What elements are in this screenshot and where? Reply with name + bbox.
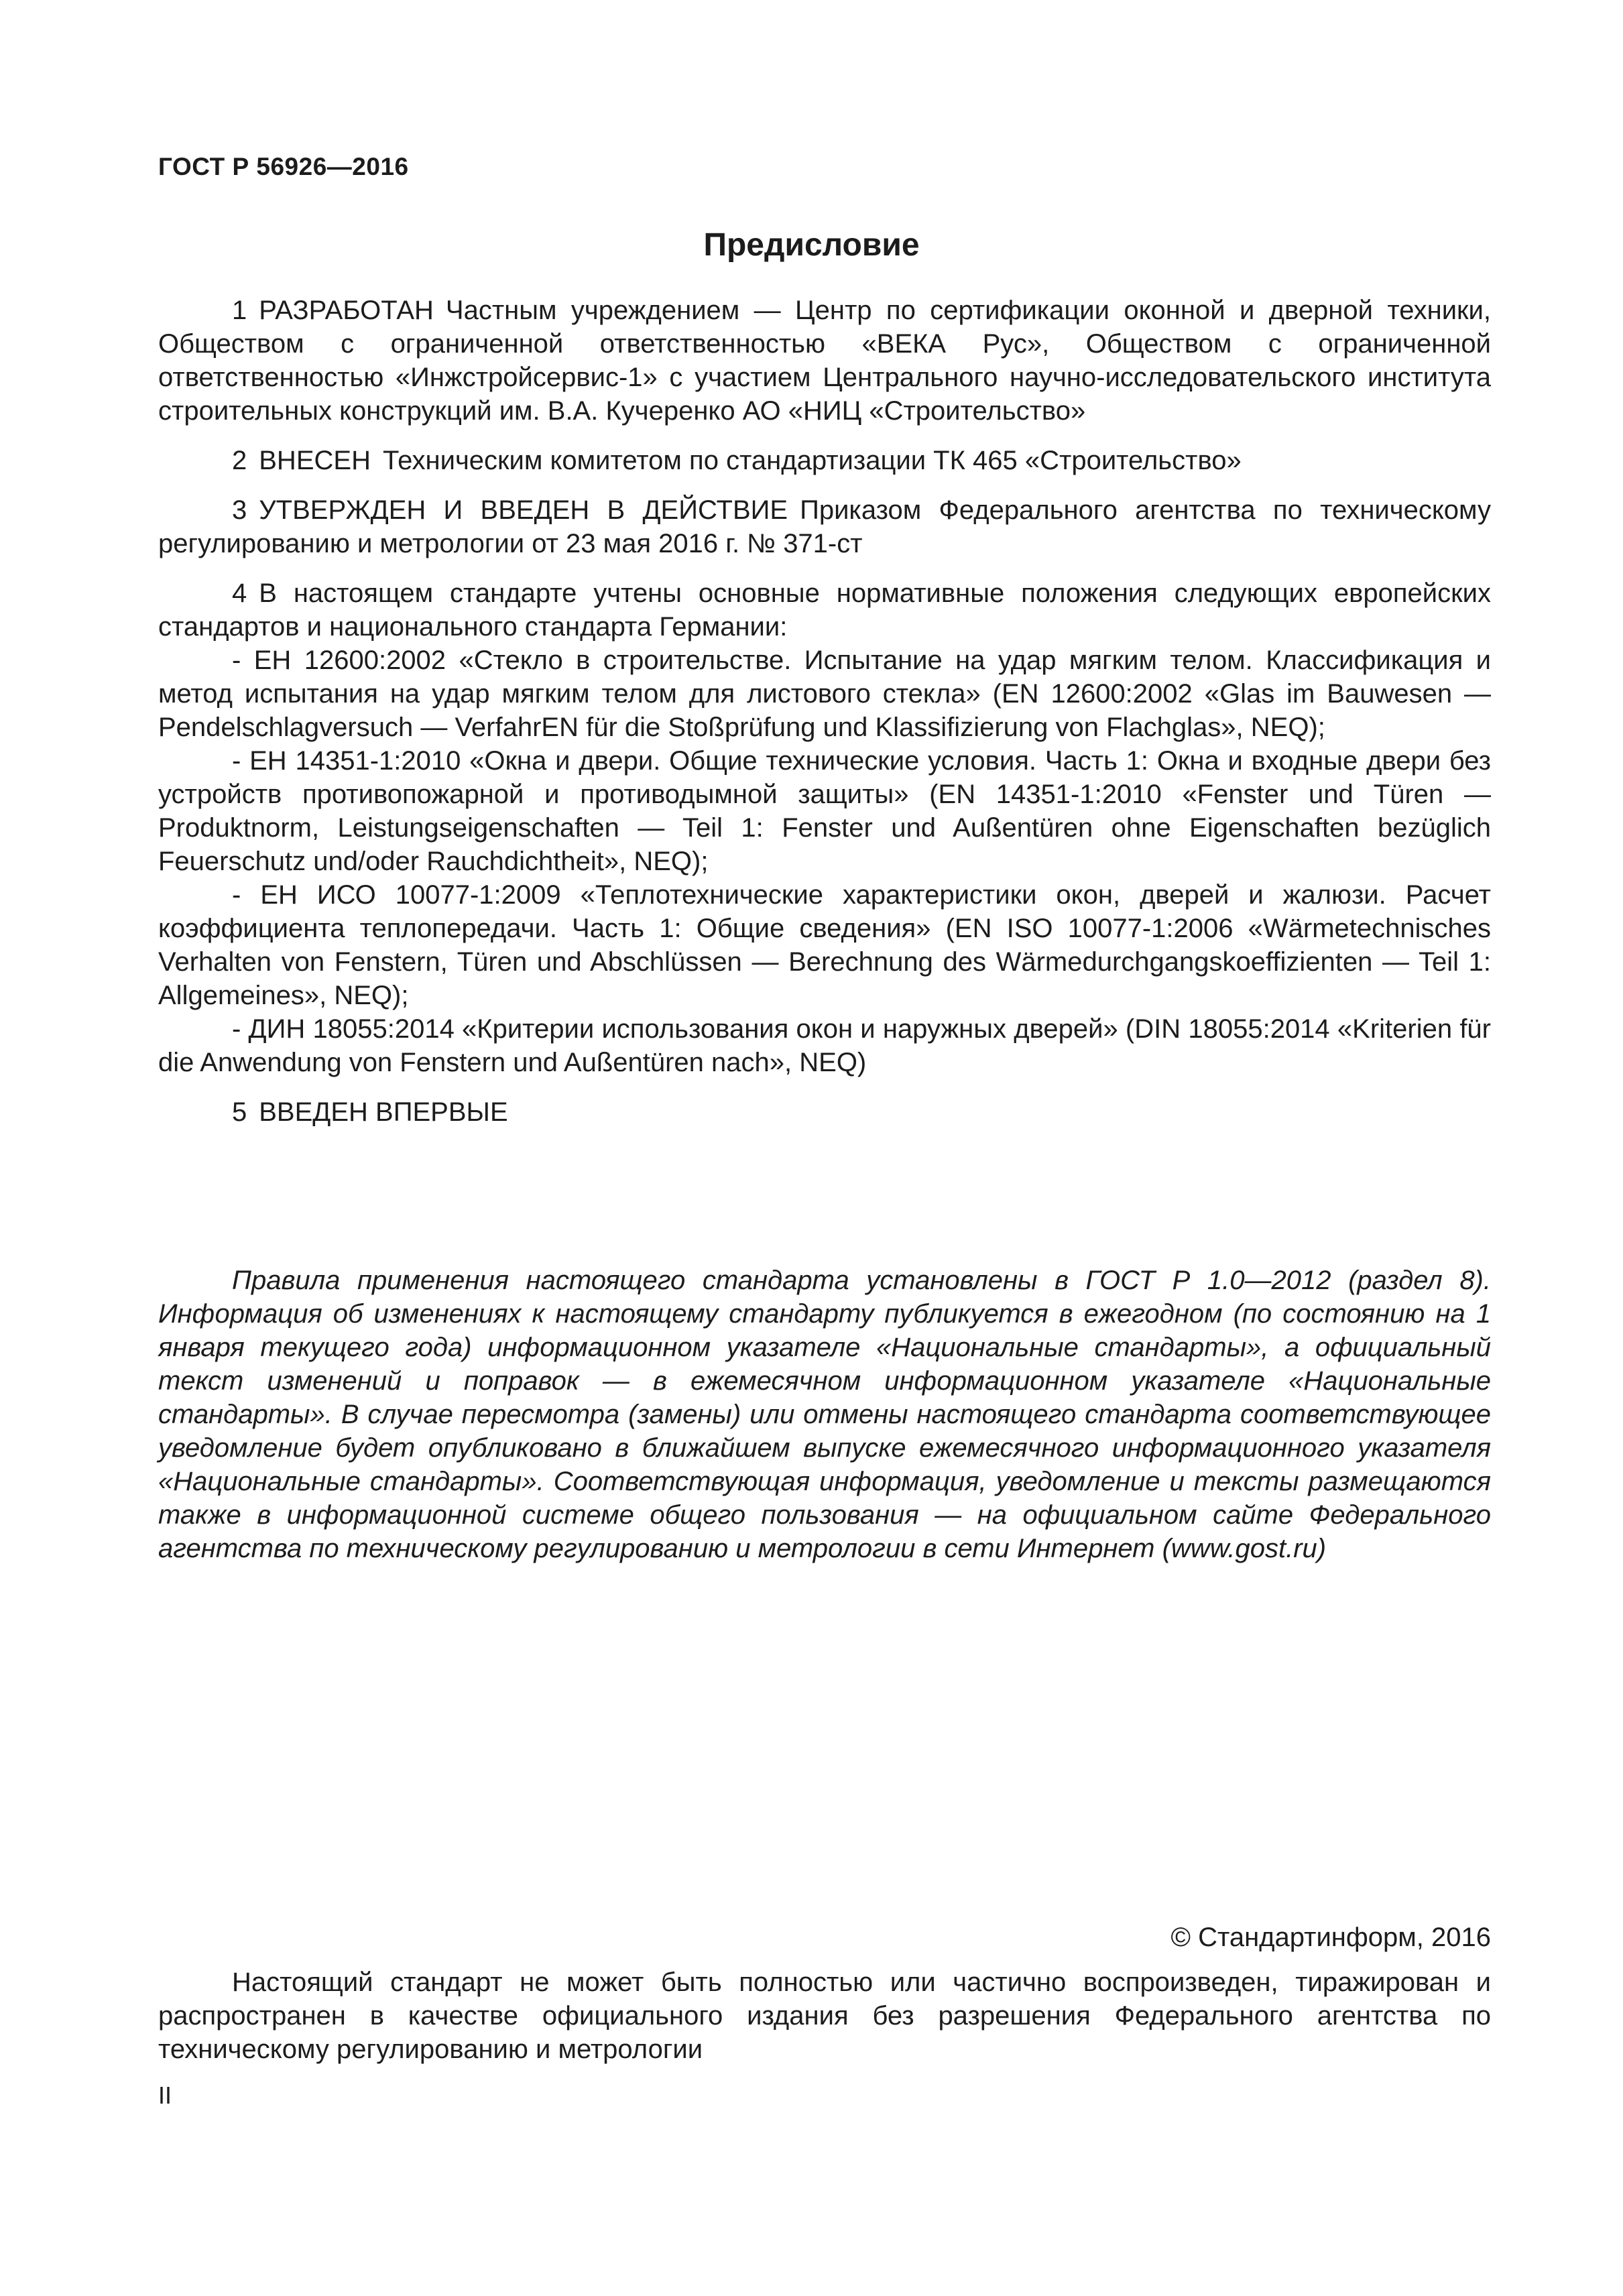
page-number: II bbox=[158, 2081, 172, 2109]
paragraph-lead: УТВЕРЖДЕН И ВВЕДЕН В ДЕЙСТВИЕ bbox=[259, 495, 788, 525]
list-item: - ЕН ИСО 10077-1:2009 «Теплотехнические характеристики окон, дверей и жалюзи. Расчет коэффициента теплопередачи. Часть 1: Общие сведения» (EN ISO 10077-1:2006 «Wärmetechnisches Verhalten von Fenstern, Türen und Abschlüssen — Berechnung des Wärmedurchgangskoeffizienten — Teil 1: Allgemeines», NEQ); bbox=[158, 880, 1491, 1010]
usage-rules-note: Правила применения настоящего стандарта установлены в ГОСТ Р 1.0—2012 (раздел 8). Информация об изменениях к настоящему стандарту публикуется в ежегодном (по состоянию на 1 января текущего года) информационном указателе «Национальные стандарты», а официальный текст изменений и поправок — в ежемесячном информационном указателе «Национальные стандарты». В случае пересмотра (замены) или отмены настоящего стандарта соответствующее уведомление будет опубликовано в ближайшем выпуске ежемесячного информационного указателя «Национальные стандарты». Соответствующая информация, уведомление и тексты размещаются также в информационной системе общего пользования — на официальном сайте Федерального агентства по техническому регулированию и метрологии в сети Интернет (www.gost.ru) bbox=[158, 1266, 1491, 1563]
paragraph-text: В настоящем стандарте учтены основные нормативные положения следующих европейских стандартов и национального стандарта Германии: bbox=[158, 579, 1491, 642]
copyright-line: © Стандартинформ, 2016 bbox=[1170, 1923, 1491, 1952]
paragraph-5 bbox=[158, 1095, 1491, 1129]
document-code: ГОСТ Р 56926—2016 bbox=[158, 153, 409, 180]
paragraph-4 bbox=[158, 577, 1491, 1079]
foreword-body bbox=[158, 294, 1491, 1145]
paragraph-1 bbox=[158, 294, 1491, 428]
paragraph-number: 3 bbox=[232, 495, 247, 525]
paragraph-number: 2 bbox=[232, 446, 247, 475]
paragraph-text: Приказом Федерального агентства по техническому регулированию и метрологии от 23 мая 2016 г. № 371-ст bbox=[158, 495, 1491, 558]
paragraph-text: Частным учреждением — Центр по сертификации оконной и дверной техники, Обществом с ограниченной ответственностью «ВЕКА Рус», Обществом с ограниченной ответственностью «Инжстройсервис-1» с участием Центрального научно-исследовательского института строительных конструкций им. В.А. Кучеренко АО «НИЦ «Строительство» bbox=[158, 296, 1491, 426]
paragraph-lead: ВВЕДЕН ВПЕРВЫЕ bbox=[259, 1097, 508, 1127]
paragraph-2 bbox=[158, 444, 1491, 477]
list-item: - ДИН 18055:2014 «Критерии использования окон и наружных дверей» (DIN 18055:2014 «Kriterien für die Anwendung von Fenstern und Außentüren nach», NEQ) bbox=[158, 1014, 1491, 1077]
list-item: - ЕН 14351-1:2010 «Окна и двери. Общие технические условия. Часть 1: Окна и входные двери без устройств противопожарной и противодымной защиты» (EN 14351-1:2010 «Fenster und Türen — Produktnorm, Leistungseigenschaften — Teil 1: Fenster und Außentüren ohne Eigenschaften bezüglich Feuerschutz und/oder Rauchdichtheit», NEQ); bbox=[158, 746, 1491, 876]
paragraph-number: 1 bbox=[232, 296, 247, 325]
reproduction-notice: Настоящий стандарт не может быть полностью или частично воспроизведен, тиражирован и распространен в качестве официального издания без разрешения Федерального агентства по техническому регулированию и метрологии bbox=[158, 1968, 1491, 2064]
list-item: - ЕН 12600:2002 «Стекло в строительстве. Испытание на удар мягким телом. Классификация и метод испытания на удар мягким телом для листового стекла» (EN 12600:2002 «Glas im Bauwesen — Pendelschlagversuch — VerfahrEN für die Stoßprüfung und Klassifizierung von Flachglas», NEQ); bbox=[158, 646, 1491, 742]
paragraph-3 bbox=[158, 493, 1491, 560]
page-title: Предисловие bbox=[703, 227, 920, 263]
paragraph-lead: РАЗРАБОТАН bbox=[259, 296, 434, 325]
paragraph-lead: ВНЕСЕН bbox=[259, 446, 371, 475]
paragraph-number: 5 bbox=[232, 1097, 247, 1127]
paragraph-text: Техническим комитетом по стандартизации ТК 465 «Строительство» bbox=[382, 446, 1242, 475]
paragraph-number: 4 bbox=[232, 579, 247, 608]
